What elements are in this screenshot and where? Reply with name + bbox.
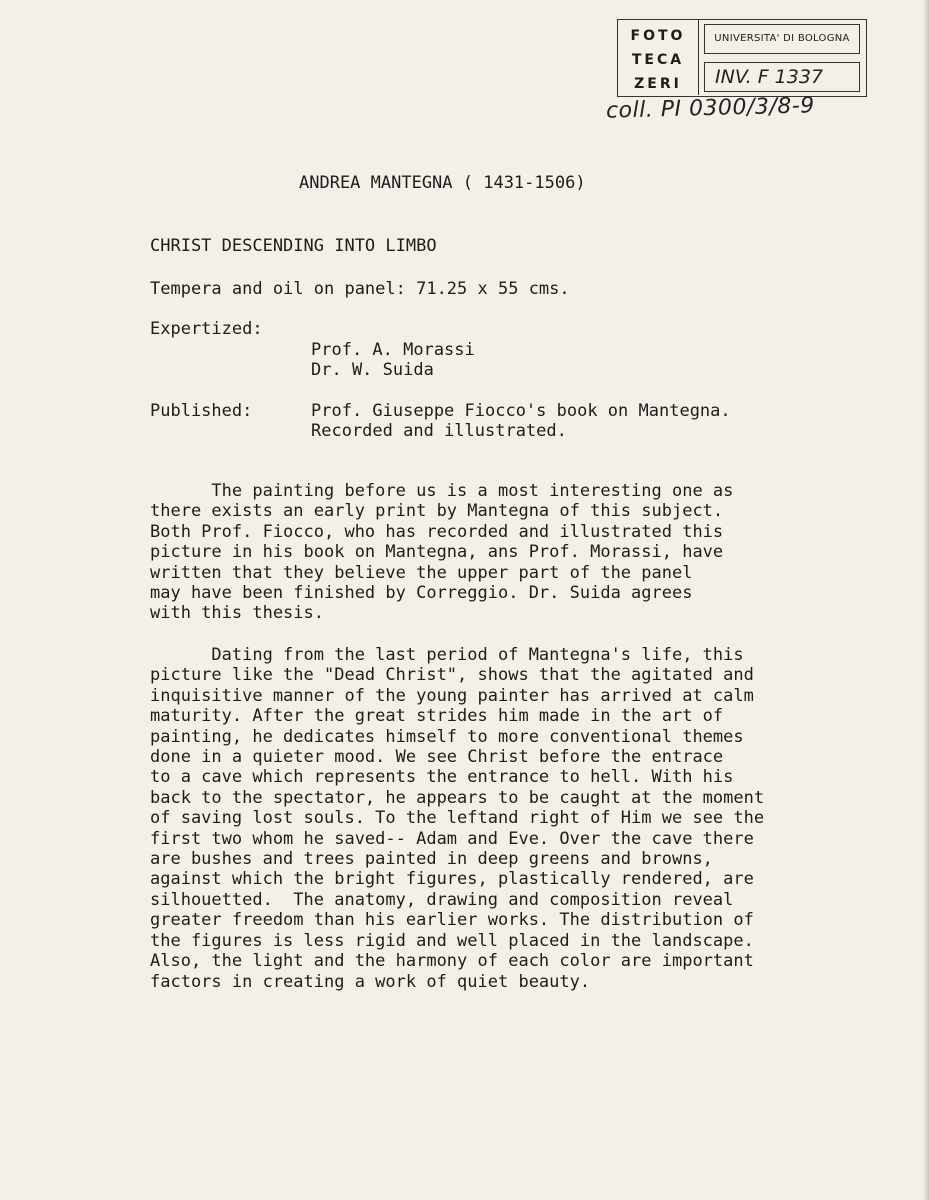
paragraph-line: of saving lost souls. To the leftand right of Him we see the: [150, 808, 765, 829]
stamp-line: FOTO: [630, 28, 686, 44]
paragraph-line: may have been finished by Correggio. Dr. Suida agrees: [150, 583, 693, 604]
handwritten-collection-note: coll. PI 0300/3/8-9: [605, 93, 816, 124]
artwork-title: CHRIST DESCENDING INTO LIMBO: [150, 236, 437, 256]
archive-stamp: [617, 19, 867, 97]
paragraph-line: maturity. After the great strides him made in the art of: [150, 706, 724, 727]
paragraph-line: there exists an early print by Mantegna of this subject.: [150, 501, 724, 522]
paragraph-line: first two whom he saved-- Adam and Eve. Over the cave there: [150, 828, 754, 849]
paragraph-line: are bushes and trees painted in deep greens and browns,: [150, 849, 713, 870]
published-text: [311, 401, 731, 442]
paragraph-line: inquisitive manner of the young painter has arrived at calm: [150, 685, 754, 706]
paragraph-line: factors in creating a work of quiet beauty.: [150, 971, 591, 992]
paragraph-line: the figures is less rigid and well placed in the landscape.: [150, 930, 754, 951]
published-line: Prof. Giuseppe Fiocco's book on Mantegna.: [311, 401, 731, 421]
paragraph-line: picture in his book on Mantegna, ans Prof. Morassi, have: [150, 542, 724, 563]
published-label: Published:: [150, 401, 253, 421]
artwork-medium: Tempera and oil on panel: 71.25 x 55 cms.: [150, 279, 570, 299]
paragraph-line: The painting before us is a most interesting one as: [150, 481, 734, 501]
published-line: Recorded and illustrated.: [311, 421, 567, 442]
fototeca-zeri-stamp: [618, 20, 699, 95]
paragraph-line: painting, he dedicates himself to more conventional themes: [150, 726, 744, 747]
university-stamp: UNIVERSITA' DI BOLOGNA: [704, 24, 860, 54]
paragraph-line: picture like the "Dead Christ", shows that the agitated and: [150, 665, 754, 686]
paragraph-line: back to the spectator, he appears to be caught at the moment: [150, 787, 765, 808]
paragraph-line: done in a quieter mood. We see Christ before the entrace: [150, 747, 724, 768]
paragraph-line: written that they believe the upper part of the panel: [150, 562, 693, 583]
paragraph-line: to a cave which represents the entrance to hell. With his: [150, 767, 734, 788]
paragraph-1: [150, 481, 733, 624]
paragraph-line: Both Prof. Fiocco, who has recorded and illustrated this: [150, 521, 724, 542]
artist-heading: ANDREA MANTEGNA ( 1431-1506): [299, 173, 586, 193]
paragraph-2: [150, 645, 764, 992]
expert-name: Prof. A. Morassi: [311, 340, 475, 360]
paragraph-line: Also, the light and the harmony of each color are important: [150, 951, 754, 972]
expertized-list: [311, 340, 475, 381]
paragraph-line: with this thesis.: [150, 603, 324, 624]
stamp-line: TECA: [631, 52, 685, 68]
expertized-label: Expertized:: [150, 319, 263, 339]
paragraph-line: against which the bright figures, plastically rendered, are: [150, 869, 754, 890]
paragraph-line: Dating from the last period of Mantegna's life, this: [150, 645, 744, 665]
paragraph-line: silhouetted. The anatomy, drawing and composition reveal: [150, 889, 734, 910]
stamp-line: ZERI: [634, 76, 682, 92]
paragraph-line: greater freedom than his earlier works. The distribution of: [150, 910, 754, 931]
page-edge-shadow: [923, 0, 929, 1200]
expert-name: Dr. W. Suida: [311, 360, 434, 381]
inventory-number: INV. F 1337: [704, 62, 860, 92]
